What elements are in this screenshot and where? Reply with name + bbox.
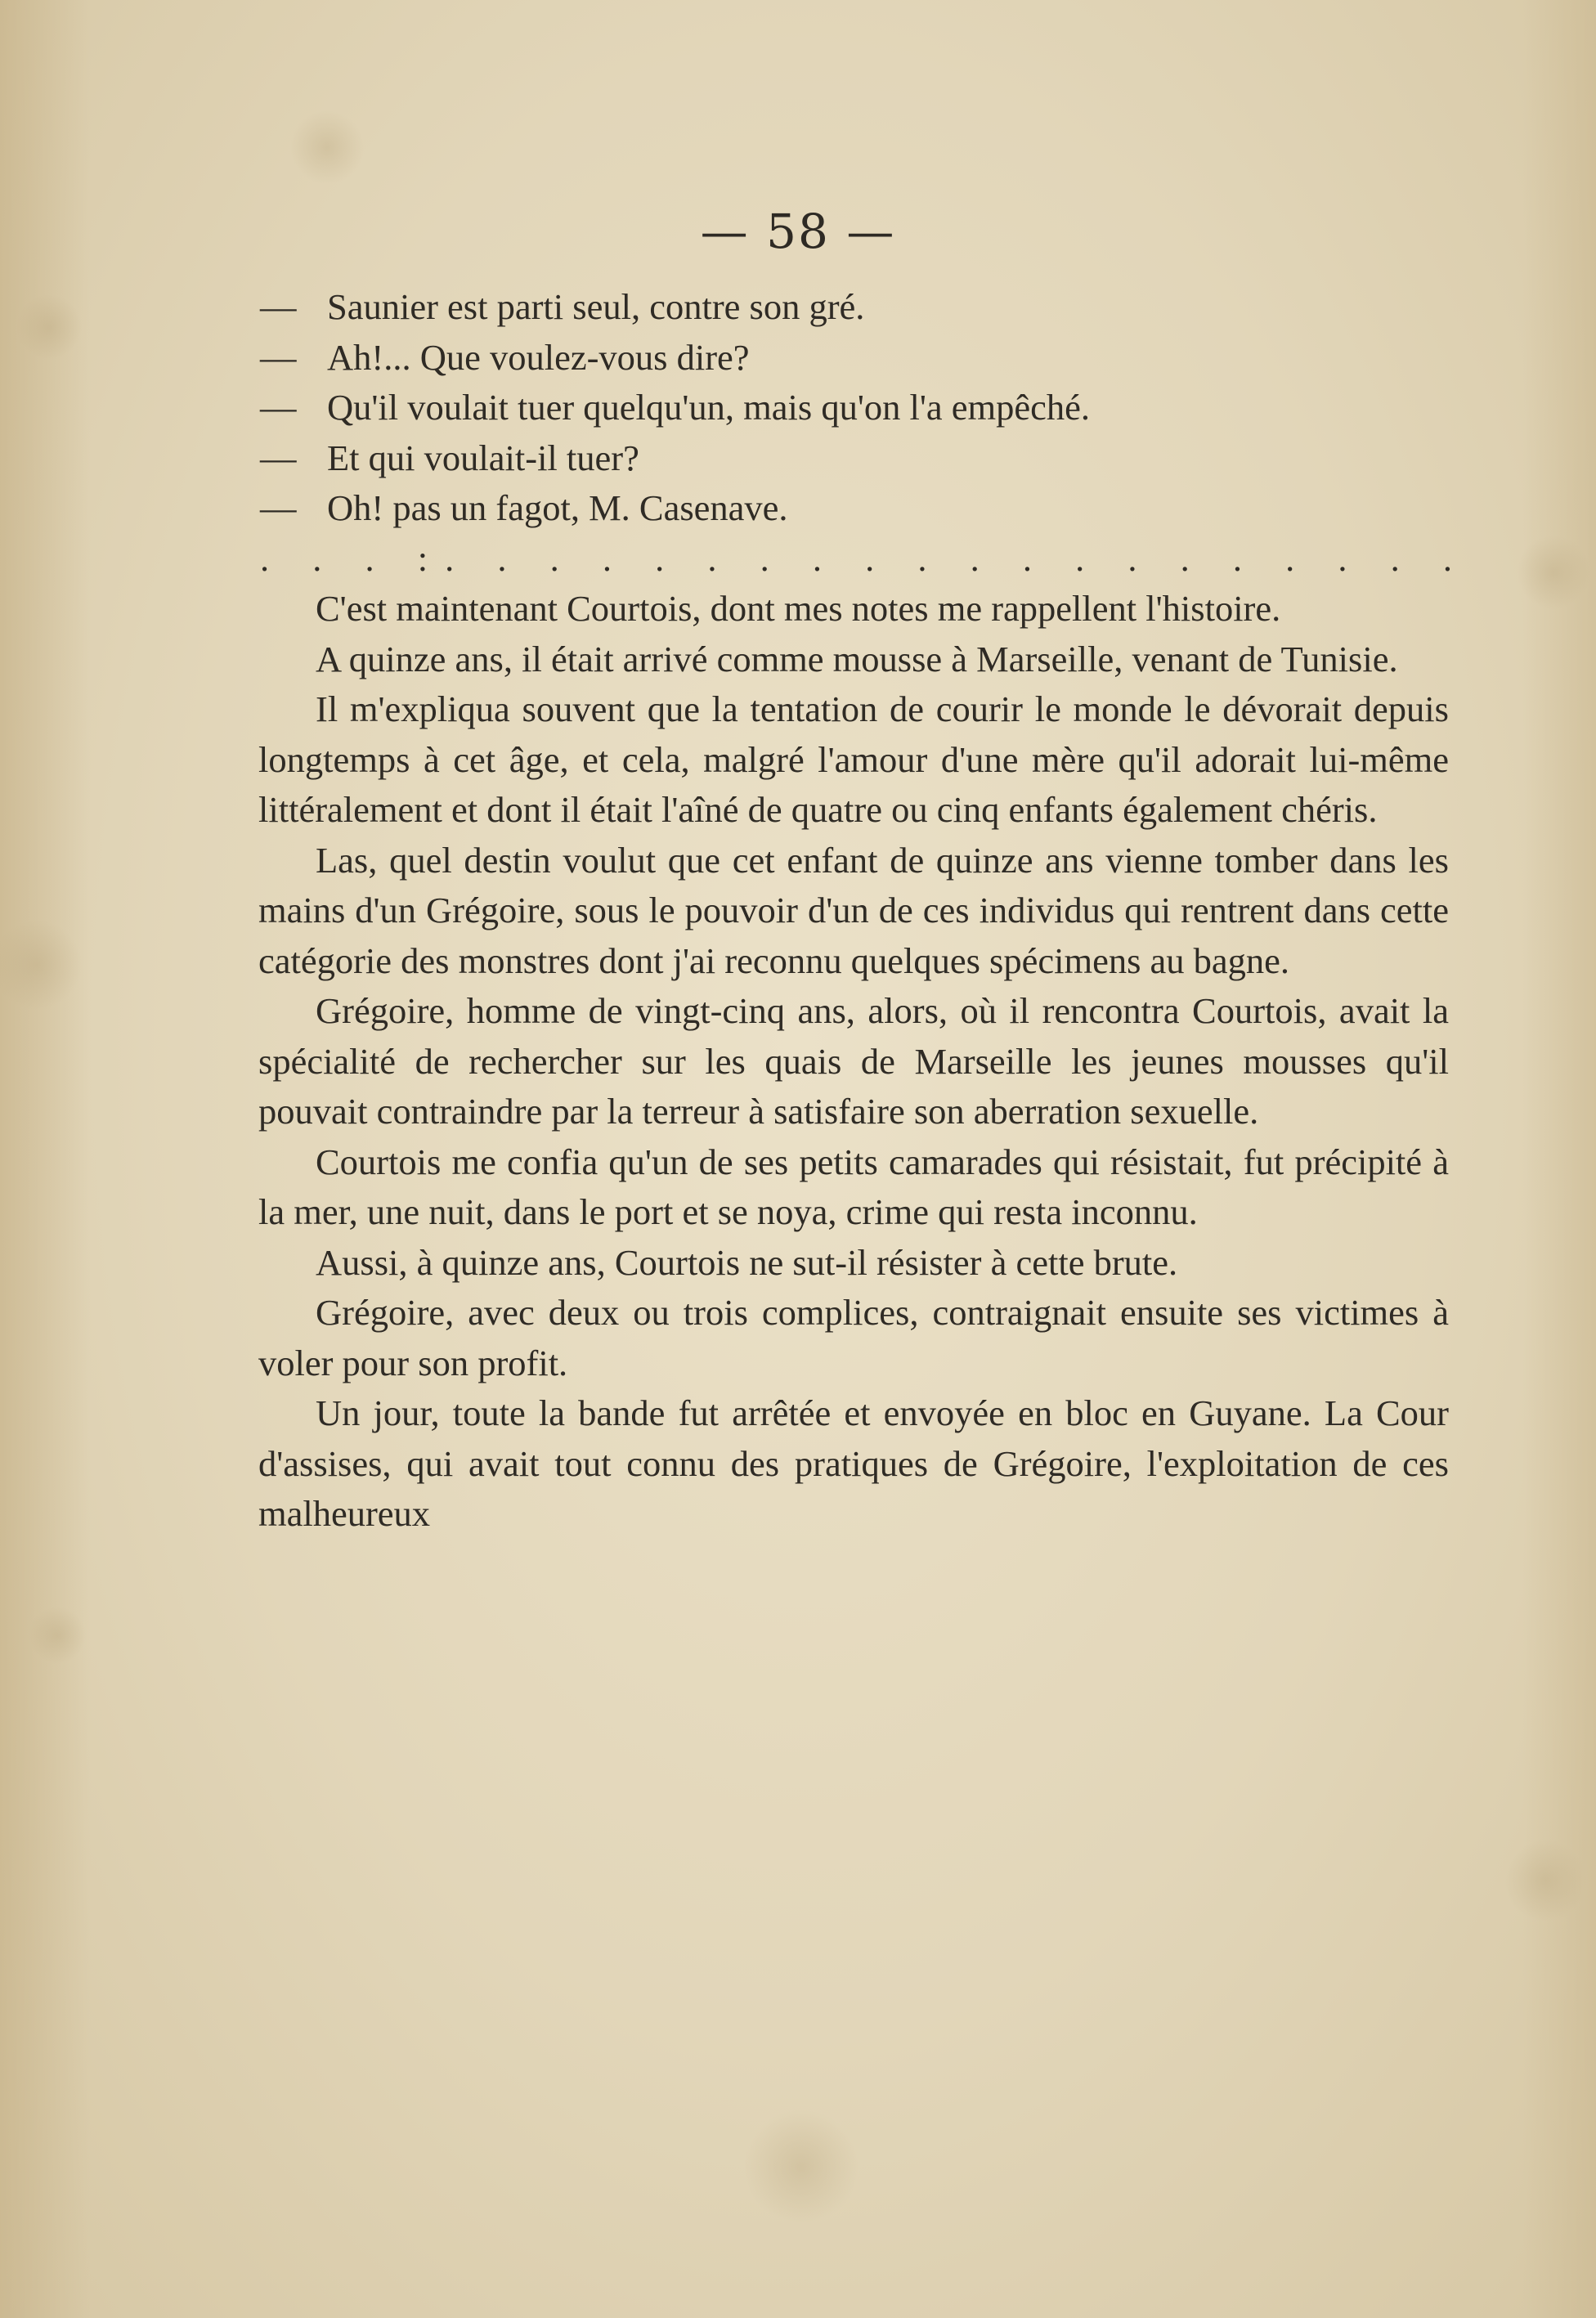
dialogue-line — [260, 483, 1449, 534]
paragraph: Courtois me confia qu'un de ses petits camarades qui résistait, fut précipité à la mer, une nuit, dans le port et se noya, crime qui resta inconnu. — [258, 1141, 1449, 1232]
dialogue-dash: — — [260, 437, 297, 478]
page-body — [258, 282, 1469, 1540]
dialogue-line — [260, 282, 1449, 333]
paragraph: Grégoire, avec deux ou trois complices, contraignait ensuite ses victimes à voler pour son profit. — [258, 1292, 1449, 1383]
section-separator: . . . :. . . . . . . . . . . . . . . . . . . . — [260, 537, 1469, 579]
dialogue-text: Et qui voulait-il tuer? — [327, 437, 639, 478]
dialogue-text: Oh! pas un fagot, M. Casenave. — [327, 487, 788, 528]
paragraph: Grégoire, homme de vingt-cinq ans, alors, où il rencontra Courtois, avait la spécialité de rechercher sur les quais de Marseille les jeunes mousses qu'il pouvait contraindre par la terreur à satisfaire son aberration sexuelle. — [258, 990, 1449, 1132]
dialogue-text: Qu'il voulait tuer quelqu'un, mais qu'on l'a empêché. — [327, 387, 1090, 428]
dialogue-text: Ah!... Que voulez-vous dire? — [327, 336, 750, 378]
dialogue-dash: — — [260, 387, 297, 428]
dialogue-dash: — — [260, 286, 297, 327]
dialogue-line — [260, 383, 1449, 433]
body-paragraphs — [258, 584, 1449, 1540]
dialogue-line — [260, 333, 1449, 383]
page-number: — 58 — — [700, 204, 896, 259]
paragraph: Las, quel destin voulut que cet enfant de quinze ans vienne tomber dans les mains d'un Grégoire, sous le pouvoir d'un de ces individus qui rentrent dans cette catégorie des monstres dont j'ai reconnu quelques spécimens au bagne. — [258, 839, 1449, 981]
paragraph: C'est maintenant Courtois, dont mes notes me rappellent l'histoire. — [316, 588, 1281, 629]
dialogue-dash: — — [260, 336, 297, 378]
paragraph: Un jour, toute la bande fut arrêtée et envoyée en bloc en Guyane. La Cour d'assises, qui avait tout connu des pratiques de Grégoire, l'exploitation de ces malheureux — [258, 1392, 1449, 1534]
dialogue-dash: — — [260, 487, 297, 528]
paragraph: Il m'expliqua souvent que la tentation de courir le monde le dévorait depuis longtemps à cet âge, et cela, malgré l'amour d'une mère qu'il adorait lui-même littéralement et dont il était l'aîné de quatre ou cinq enfants également chéris. — [258, 688, 1449, 830]
paragraph: A quinze ans, il était arrivé comme mousse à Marseille, venant de Tunisie. — [316, 638, 1398, 679]
paragraph: Aussi, à quinze ans, Courtois ne sut-il résister à cette brute. — [316, 1241, 1178, 1283]
dialogue-line — [260, 433, 1449, 484]
dialogue-text: Saunier est parti seul, contre son gré. — [327, 286, 865, 327]
